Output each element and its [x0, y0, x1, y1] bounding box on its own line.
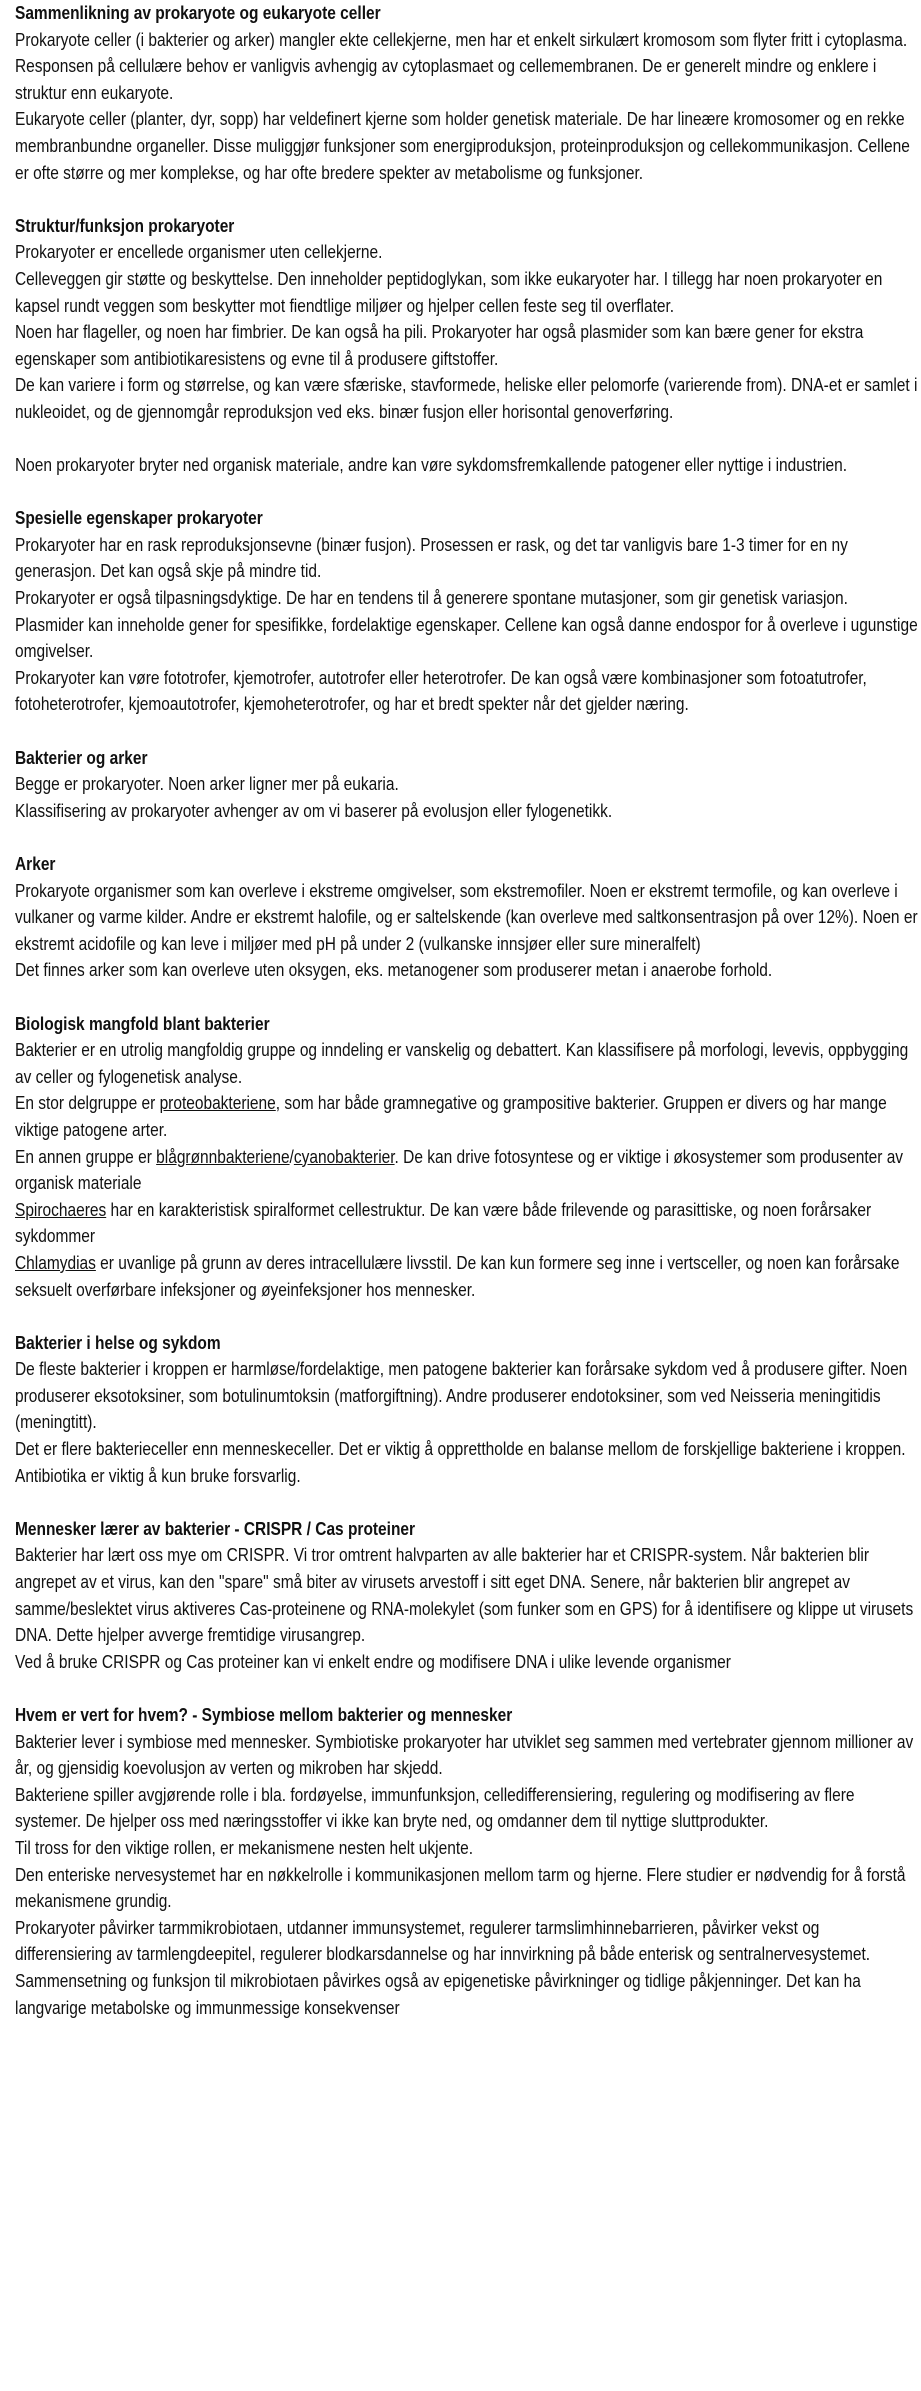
paragraph: Prokaryote organismer som kan overleve i ekstreme omgivelser, som ekstremofiler. Noen er ekstremt termofile, og kan overleve i vulkaner og varme kilder. Andre er ekstremt halofile, og er saltelskende (kan overleve med saltkonsentrasjon på over 12%). Noen er ekstremt acidofile og kan leve i miljøer med pH på under 2 (vulkanske innsjøer eller sure mineralfelt) [15, 880, 918, 954]
text-run: , som har både gramnegative og grampositive bakterier. Gruppen er divers og har mange viktige patogene arter. [15, 1093, 887, 1140]
paragraph [15, 1144, 921, 1197]
section-structure-function [15, 213, 921, 479]
blank-line [15, 426, 921, 453]
term-proteobacteria: proteobakteriene [159, 1093, 276, 1114]
section-heading: Sammenlikning av prokaryote og eukaryote celler [15, 3, 381, 23]
text-run: / [289, 1146, 294, 1167]
section-bacteria-archaea [15, 745, 921, 825]
section-heading: Struktur/funksjon prokaryoter [15, 215, 235, 236]
paragraph: De fleste bakterier i kroppen er harmløse/fordelaktige, men patogene bakterier kan forårsake sykdom ved å produsere gifter. Noen produserer eksotoksiner, som botulinumtoksin (matforgiftning). Andre produserer endotoksiner, som ved Neisseria meningitidis (meningtitt). [15, 1359, 908, 1433]
paragraph: Bakterier har lært oss mye om CRISPR. Vi tror omtrent halvparten av alle bakterier har et CRISPR-system. Når bakterien blir angrepet av et virus, kan den "spare" små biter av virusets arvestoff i sitt eget DNA. Senere, når bakterien blir angrepet av samme/beslektet virus aktiveres Cas-proteinene og RNA-molekylet (som funker som en GPS) for å identifisere og klippe ut virusets DNA. Dette hjelper avverge fremtidige virusangrep. [15, 1545, 914, 1646]
term-chlamydias: Chlamydias [15, 1252, 96, 1273]
section-heading: Hvem er vert for hvem? - Symbiose mellom bakterier og mennesker [15, 1705, 513, 1725]
paragraph: Den enteriske nervesystemet har en nøkkelrolle i kommunikasjonen mellom tarm og hjerne. Flere studier er nødvendig for å forstå mekanismene grundig. [15, 1864, 906, 1912]
paragraph: Celleveggen gir støtte og beskyttelse. Den inneholder peptidoglykan, som ikke eukaryoter har. I tillegg har noen prokaryoter en kapsel rundt veggen som beskytter mot fiendtlige miljøer og hjelper cellen feste seg til overflater. [15, 268, 883, 316]
section-heading: Biologisk mangfold blant bakterier [15, 1013, 270, 1034]
section-heading: Arker [15, 854, 56, 874]
paragraph: De kan variere i form og størrelse, og kan være sfæriske, stavformede, heliske eller pelomorfe (varierende from). DNA-et er samlet i nukleoidet, og de gjennomgår reproduksjon ved eks. binær fusjon eller horisontal genoverføring. [15, 375, 918, 422]
paragraph: Det er flere bakterieceller enn menneskeceller. Det er viktig å opprettholde en balanse mellom de forskjellige bakteriene i kroppen. Antibiotika er viktig å kun bruke forsvarlig. [15, 1439, 906, 1486]
section-special-properties [15, 505, 921, 718]
section-biodiversity [15, 1011, 921, 1304]
section-crispr [15, 1516, 921, 1676]
paragraph: Noen har flageller, og noen har fimbrier. De kan også ha pili. Prokaryoter har også plasmider som kan bære gener for ekstra egenskaper som antibiotikaresistens og evne til å produsere giftstoffer. [15, 322, 864, 369]
paragraph: Bakterier er en utrolig mangfoldig gruppe og inndeling er vanskelig og debattert. Kan klassifisere på morfologi, levevis, oppbygging av celler og fylogenetisk analyse. [15, 1040, 909, 1087]
text-run: En stor delgruppe er [15, 1093, 160, 1114]
paragraph [15, 1090, 921, 1143]
paragraph: Bakterier lever i symbiose med mennesker. Symbiotiske prokaryoter har utviklet seg sammen med vertebrater gjennom millioner av år, og gjensidig koevolusjon av verten og mikroben har skjedd. [15, 1731, 914, 1779]
text-run: En annen gruppe er [15, 1146, 157, 1167]
term-bluegreen-bacteria: blågrønnbakteriene [156, 1146, 290, 1167]
section-comparison [15, 0, 921, 186]
text-run: er uvanlige på grunn av deres intracellulære livsstil. De kan kun formere seg inne i vertsceller, og noen kan forårsake seksuelt overførbare infeksjoner og øyeinfeksjoner hos mennesker. [15, 1252, 900, 1300]
paragraph: Det finnes arker som kan overleve uten oksygen, eks. metanogener som produserer metan i anaerobe forhold. [15, 960, 773, 981]
paragraph: Prokaryoter påvirker tarmmikrobiotaen, utdanner immunsystemet, regulerer tarmslimhinnebarrieren, påvirker vekst og differensiering av tarmlengdeepitel, regulerer blodkarsdannelse og har innvirkning på både enterisk og sentralnervesystemet. [15, 1917, 871, 1965]
paragraph: Til tross for den viktige rollen, er mekanismene nesten helt ukjente. [15, 1837, 474, 1858]
section-symbiosis [15, 1702, 921, 2021]
paragraph [15, 1250, 921, 1303]
section-heading: Mennesker lærer av bakterier - CRISPR / Cas proteiner [15, 1518, 416, 1539]
paragraph: Prokaryoter kan vøre fototrofer, kjemotrofer, autotrofer eller heterotrofer. De kan også være kombinasjoner som fotoatutrofer, fotoheterotrofer, kjemoautotrofer, kjemoheterotrofer, og har et bredt spekter når det gjelder næring. [15, 667, 867, 715]
section-heading: Spesielle egenskaper prokaryoter [15, 508, 263, 529]
paragraph: Prokaryote celler (i bakterier og arker) mangler ekte cellekjerne, men har et enkelt sirkulært kromosom som flyter fritt i cytoplasma. Responsen på cellulære behov er vanligvis avhengig av cytoplasmaet og cellemembranen. De er generelt mindre og enklere i struktur enn eukaryote. [15, 29, 908, 103]
paragraph [15, 1197, 921, 1250]
paragraph: Prokaryoter er også tilpasningsdyktige. De har en tendens til å generere spontane mutasjoner, som gir genetisk variasjon. [15, 588, 848, 609]
paragraph: Begge er prokaryoter. Noen arker ligner mer på eukaria. [15, 774, 399, 795]
paragraph: Noen prokaryoter bryter ned organisk materiale, andre kan vøre sykdomsfremkallende patogener eller nyttige i industrien. [15, 455, 848, 476]
paragraph: Prokaryoter har en rask reproduksjonsevne (binær fusjon). Prosessen er rask, og det tar vanligvis bare 1-3 timer for en ny generasjon. Det kan også skje på mindre tid. [15, 534, 848, 582]
section-archaea [15, 851, 921, 984]
paragraph: Ved å bruke CRISPR og Cas proteiner kan vi enkelt endre og modifisere DNA i ulike levende organismer [15, 1651, 731, 1672]
paragraph: Bakteriene spiller avgjørende rolle i bla. fordøyelse, immunfunksjon, celledifferensiering, regulering og modifisering av flere systemer. De hjelper oss med næringsstoffer vi ikke kan bryte ned, og omdanner dem til nyttige sluttprodukter. [15, 1784, 855, 1832]
text-run: . De kan drive fotosyntese og er viktige i økosystemer som produsenter av organisk materiale [15, 1146, 904, 1194]
section-heading: Bakterier i helse og sykdom [15, 1332, 221, 1353]
paragraph: Plasmider kan inneholde gener for spesifikke, fordelaktige egenskaper. Cellene kan også danne endospor for å overleve i ugunstige omgivelser. [15, 614, 918, 662]
text-run: har en karakteristisk spiralformet cellestruktur. De kan være både frilevende og parasittiske, og noen forårsaker sykdommer [15, 1199, 872, 1247]
paragraph: Sammensetning og funksjon til mikrobiotaen påvirkes også av epigenetiske påvirkninger og tidlige påkjenninger. Det kan ha langvarige metabolske og immunmessige konsekvenser [15, 1970, 861, 2018]
section-heading: Bakterier og arker [15, 747, 148, 768]
paragraph: Eukaryote celler (planter, dyr, sopp) har veldefinert kjerne som holder genetisk materiale. De har lineære kromosomer og en rekke membranbundne organeller. Disse muliggjør funksjoner som energiproduksjon, proteinproduksjon og cellekommunikasjon. Cellene er ofte større og mer komplekse, og har ofte bredere spekter av metabolisme og funksjoner. [15, 109, 910, 183]
section-health-disease [15, 1330, 921, 1490]
paragraph: Klassifisering av prokaryoter avhenger av om vi baserer på evolusjon eller fylogenetikk. [15, 800, 613, 821]
term-spirochaetes: Spirochaeres [15, 1199, 107, 1220]
paragraph: Prokaryoter er encellede organismer uten cellekjerne. [15, 242, 383, 263]
term-cyanobacteria: cyanobakterier [293, 1146, 395, 1167]
